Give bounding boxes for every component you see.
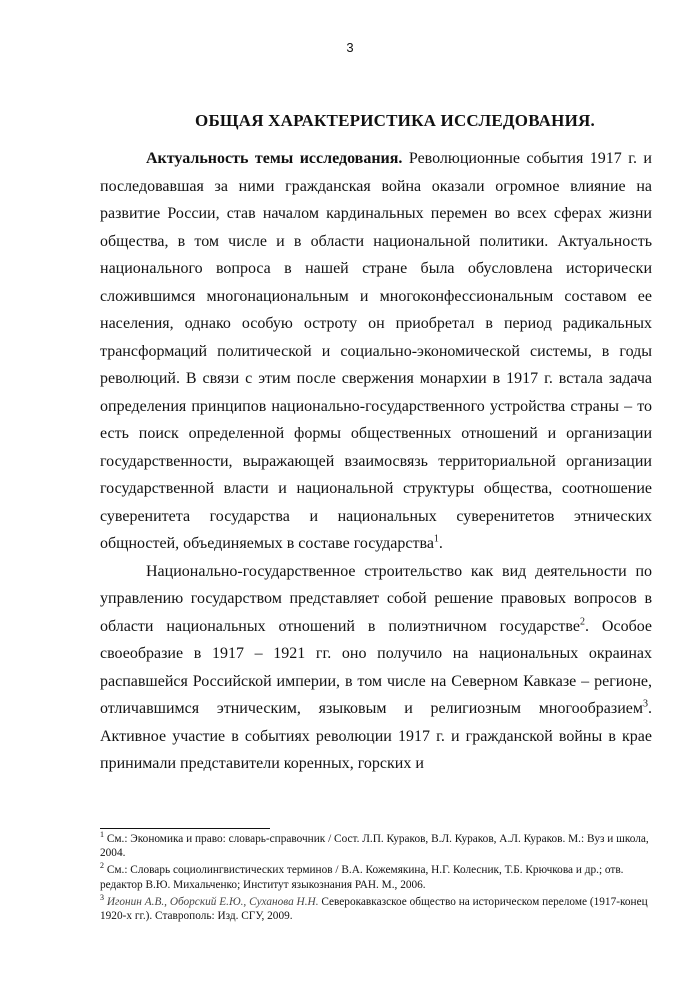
- footnotes: [100, 832, 652, 926]
- footnote-2: [100, 863, 652, 891]
- paragraph-text: Национально-государственное строительство как вид деятельности по управлению государством представляет собой решение правовых вопросов в области национальных отношений в полиэтничном государстве: [100, 562, 652, 635]
- footnote-number: 3: [100, 893, 104, 903]
- footnote-ref[interactable]: 3: [643, 698, 648, 710]
- footnote-text: См.: Словарь социолингвистических терминов / В.А. Кожемякина, Н.Г. Колесник, Т.Б. Крючкова и др.; отв. редактор В.Ю. Михальченко; Институт языкознания РАН. М., 2006.: [100, 864, 624, 891]
- footnote-divider: [100, 828, 270, 829]
- paragraph-text: Революционные события 1917 г. и последовавшая за ними гражданская война оказали огромное влияние на развитие России, став началом кардинальных перемен во всех сферах жизни общества, в том числе и в области национальной политики. Актуальность национального вопроса в нашей стране была обусловлена исторически сложившимся многонациональным и многоконфессиональным составом ее населения, однако особую остроту он приобретал в период радикальных трансформаций политической и социально-экономической системы, в годы революций. В связи с этим после свержения монархии в 1917 г. встала задача определения принципов национально-государственного устройства страны – то есть поиск определенной формы общественных отношений и организации государственности, выражающей взаимосвязь территориальной организации государственной власти и национальной структуры общества, соотношение суверенитета государства и национальных суверенитетов этнических общностей, объединяемых в составе государства: [100, 150, 652, 552]
- paragraph-lead: Актуальность темы исследования.: [146, 150, 403, 167]
- footnote-ref[interactable]: 2: [579, 616, 585, 628]
- paragraph-tail: .: [438, 535, 443, 552]
- footnote-number: 2: [100, 861, 104, 871]
- footnote-number: 1: [100, 830, 104, 840]
- section-title: ОБЩАЯ ХАРАКТЕРИСТИКА ИССЛЕДОВАНИЯ.: [195, 111, 595, 130]
- paragraph-state-building: [100, 558, 652, 778]
- footnote-1: [100, 832, 652, 860]
- page-number: 3: [346, 40, 354, 55]
- paragraph-text: . Особое своеобразие в 1917 – 1921 гг. оно получило на национальных окраинах распавшейся Российской империи, в том числе на Северном Кавказе – регионе, отличавшимся этническим, языковым и религиозным многообразием: [100, 617, 653, 717]
- footnote-text: См.: Экономика и право: словарь-справочник / Сост. Л.П. Кураков, В.Л. Кураков, А.Л. Кураков. М.: Вуз и школа, 2004.: [100, 833, 649, 860]
- footnote-text: Северокавказское общество на историческом переломе (1917-конец 1920-х гг.). Ставрополь: Изд. СГУ, 2009.: [100, 895, 648, 923]
- paragraph-relevance: [100, 145, 652, 558]
- footnote-ref[interactable]: 1: [433, 533, 439, 545]
- paragraph-text: . Активное участие в событиях революции 1917 г. и гражданской войны в крае принимали представители коренных, горских и: [100, 700, 652, 772]
- footnote-3: [100, 895, 652, 923]
- footnote-authors: Игонин А.В., Оборский Е.Ю., Суханова Н.Н.: [104, 895, 319, 908]
- body-text: [100, 145, 652, 778]
